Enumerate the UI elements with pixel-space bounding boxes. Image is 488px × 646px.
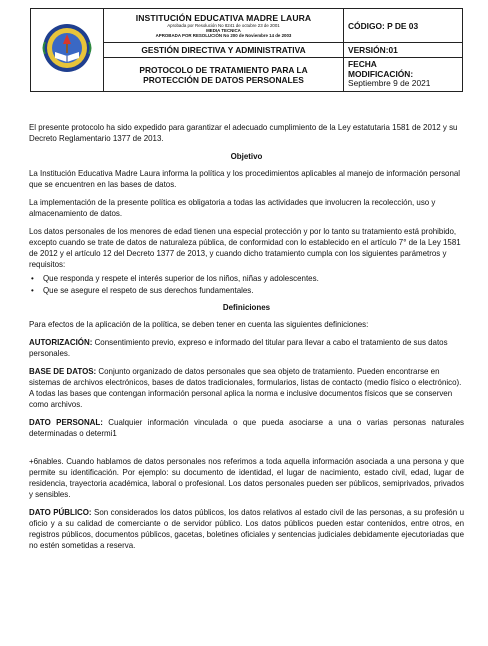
approval-line-1: Aprobada por Resolución No 8241 de octubre 23 de 2001	[167, 22, 280, 28]
definitions-heading: Definiciones	[222, 303, 271, 312]
protocol-title	[104, 58, 344, 92]
objective-paragraph-1: La Institución Educativa Madre Laura informa la política y los procedimientos aplicables al manejo de información personal que se encuentren en las bases de datos.	[29, 169, 461, 189]
list-item: • Que se asegure el respeto de sus derechos fundamentales.	[29, 285, 464, 296]
term-authorization: AUTORIZACIÓN:	[29, 338, 93, 347]
definition-personal-data-text: Cualquier información vinculada o que pueda asociarse a una o varias personas naturales determinadas o determi1	[29, 418, 464, 438]
date-label-1: FECHA	[348, 59, 377, 70]
definition-personal-data	[29, 417, 464, 439]
logo-cell	[31, 9, 104, 92]
term-public-data: DATO PÚBLICO:	[29, 508, 92, 517]
institution-name: INSTITUCIÓN EDUCATIVA MADRE LAURA	[135, 12, 312, 23]
approval-line-3: APROBADA POR RESOLUCIÓN No 200 de Noviembre 14 de 2003	[155, 33, 292, 39]
document-body	[29, 122, 464, 558]
intro-paragraph: El presente protocolo ha sido expedido para garantizar el adecuado cumplimiento de la Ley estatutaria 1581 de 2012 y su Decreto Reglamentario 1377 de 2013.	[29, 123, 458, 143]
definition-public-data-text: Son considerados los datos públicos, los datos relativos al estado civil de las personas, a su profesión u oficio y a su calidad de comerciante o de servidor público. Los datos públicos pueden estar contenidos, entre otros, en registros públicos, documentos públicos, gacetas, boletines oficiales y sentencias judiciales debidamente ejecutoriadas que no estén sometidas a reserva.	[29, 508, 465, 550]
modification-date	[344, 58, 463, 92]
personal-data-continuation: +6nables. Cuando hablamos de datos personales nos referimos a toda aquella información asociada a una persona y que permite su identificación. Por ejemplo: su documento de identidad, el lugar de nacimiento, estado civil, edad, lugar de residencia, trayectoria académica, laboral o profesional. Los datos personales pueden ser públicos, semiprivados, privados y sensibles.	[29, 457, 464, 499]
institution-cell	[104, 9, 344, 43]
protocol-title-line-2: PROTECCIÓN DE DATOS PERSONALES	[143, 74, 304, 85]
term-personal-data: DATO PERSONAL:	[29, 418, 103, 427]
objective-paragraph-2: La implementación de la presente política es obligatoria a todas las actividades que involucren la recolección, uso y almacenamiento de datos.	[29, 198, 436, 218]
date-label-2: MODIFICACIÓN:	[348, 68, 414, 79]
document-header	[30, 8, 463, 92]
definition-database-text: Conjunto organizado de datos personales que sea objeto de tratamiento. Pueden encontrarse en sistemas de archivos electrónicos, bases de datos tradicionales, formularios, listas de contacto (medio físico o electrónico). A todas las bases que contengan información personal aplica la norma e inclusive documentos físicos que se conserven como archivos.	[29, 367, 462, 409]
list-item: • Que responda y respete el interés superior de los niños, niñas y adolescentes.	[29, 273, 464, 284]
definition-authorization	[29, 337, 464, 359]
objective-paragraph-3: Los datos personales de los menores de edad tienen una especial protección y por lo tanto su tratamiento está prohibido, excepto cuando se trate de datos de naturaleza pública, de conformidad con lo establecido en el artículo 7° de la Ley 1581 de 2012 y el artículo 12 del Decreto 1377 de 2013, y cuando dicho tratamiento cumpla con los siguientes parámetros y requisitos:	[29, 227, 461, 269]
document-code: CÓDIGO: P DE 03	[344, 9, 463, 43]
objective-heading: Objetivo	[230, 152, 263, 161]
requirements-list	[29, 273, 464, 296]
definition-public-data	[29, 507, 464, 551]
management-area: GESTIÓN DIRECTIVA Y ADMINISTRATIVA	[104, 43, 344, 58]
term-database: BASE DE DATOS:	[29, 367, 97, 376]
definition-database	[29, 366, 464, 410]
date-value: Septiembre 9 de 2021	[348, 78, 431, 89]
version: VERSIÓN:01	[344, 43, 463, 58]
definitions-intro: Para efectos de la aplicación de la política, se deben tener en cuenta las siguientes definiciones:	[29, 320, 369, 329]
protocol-title-line-1: PROTOCOLO DE TRATAMIENTO PARA LA	[139, 64, 308, 75]
definition-authorization-text: Consentimiento previo, expreso e informado del titular para llevar a cabo el tratamiento de sus datos personales.	[29, 338, 448, 358]
approval-line-2: MEDIA TECNICA	[206, 27, 241, 33]
school-crest-icon	[39, 22, 95, 74]
